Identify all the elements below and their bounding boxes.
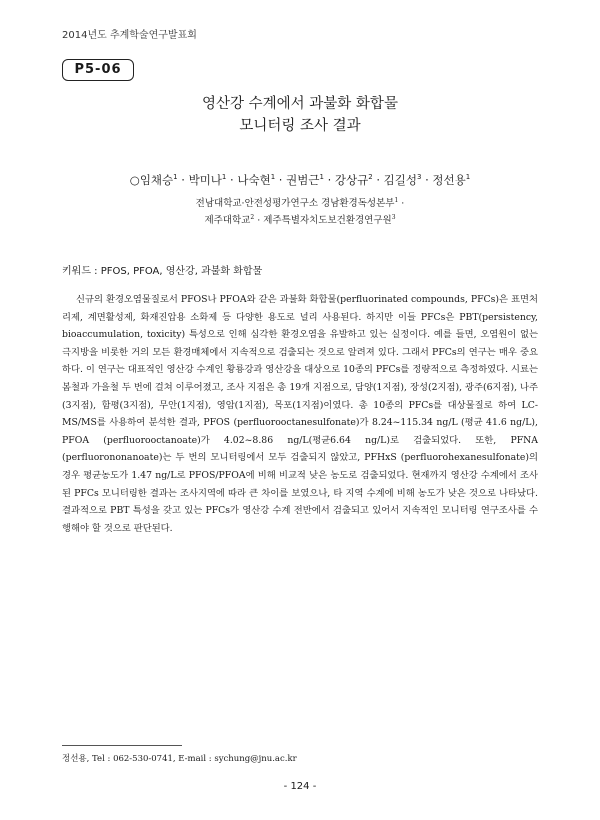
presenter-mark: ○ bbox=[129, 173, 140, 187]
author-list bbox=[62, 172, 538, 188]
affiliation-text: 제주대학교 bbox=[204, 215, 251, 226]
footnote-divider bbox=[62, 745, 182, 746]
conference-header: 2014년도 추계학술연구발표회 bbox=[62, 30, 197, 41]
author-affiliation-sup: 1 bbox=[173, 173, 178, 182]
keywords bbox=[62, 262, 262, 277]
affiliation-separator: · bbox=[254, 215, 264, 226]
author-affiliation-sup: 1 bbox=[465, 173, 471, 182]
author-name: 강상규 bbox=[334, 173, 369, 187]
author-separator: · bbox=[323, 173, 335, 187]
author-name: 임채승 bbox=[139, 173, 174, 187]
affiliation-sup: 3 bbox=[391, 213, 396, 221]
keywords-label: 키워드 : bbox=[62, 266, 101, 277]
author-separator: · bbox=[177, 173, 189, 187]
author-affiliation-sup: 1 bbox=[319, 173, 324, 182]
abstract-body: 신규의 환경오염물질로서 PFOS나 PFOA와 같은 과불화 화합물(perfluorinated compounds, PFCs)은 표면처리제, 계면활성제, 화재진압용 소화제 등 다양한 용도로 널리 사용된다. 하지만 이들 PFCs은 PBT(persistency, bioaccumulation, toxicity) 특성으로 인해 심각한 환경오염을 유발하고 있는 실정이다. 예를 들면, 오염원이 없는 극지방을 비롯한 거의 모든 환경매체에서 지속적으로 검출되는 것으로 알려져 있다. 그래서 PFCs의 연구는 매우 중요하다. 이 연구는 대표적인 영산강 수계인 황룡강과 영산강을 대상으로 10종의 PFCs를 정량적으로 측정하였다. 시료는 봄철과 가을철 두 번에 걸쳐 이루어졌고, 조사 지점은 총 19개 지점으로, 담양(1지점), 장성(2지점), 광주(6지점), 나주(3지점), 함평(3지점), 무안(1지점), 영암(1지점), 목포(1지점)이였다. 총 10종의 PFCs를 대상물질로 하여 LC-MS/MS를 사용하여 분석한 결과, PFOS (perfluorooctanesulfonate)가 8.24~115.34 ng/L (평균 41.6 ng/L), PFOA (perfluorooctanoate)가 4.02~8.86 ng/L(평균6.64 ng/L)로 검출되었다. 또한, PFNA (perfluorononanoate)는 두 번의 모니터링에서 모두 검출되지 않았고, PFHxS (perfluorohexanesulfonate)의 경우 평균농도가 1.47 ng/L로 PFOS/PFOA에 비해 비교적 낮은 농도로 검출되었다. 현재까지 영산강 수계에서 조사된 PFCs 모니터링한 결과는 조사지역에 따라 큰 차이를 보였으나, 타 지역 수계에 비해 농도가 낮은 것으로 나타났다. 결과적으로 PBT 특성을 갖고 있는 PFCs가 영산강 수계 전반에서 검출되고 있어서 지속적인 모니터링 연구조사를 수행해야 할 것으로 판단된다. bbox=[62, 294, 538, 534]
affiliation-sup: 2 bbox=[250, 213, 255, 221]
author-name: 정선용 bbox=[432, 173, 466, 187]
author-affiliation-sup: 1 bbox=[270, 173, 276, 182]
title-line-1: 영산강 수계에서 과불화 화합물 bbox=[202, 96, 398, 112]
author-name: 권범근 bbox=[286, 173, 320, 187]
paper-title bbox=[62, 93, 538, 137]
paper-id-badge: P5-06 bbox=[62, 59, 134, 81]
page-number: - 124 - bbox=[283, 781, 317, 792]
affiliation-text: 전남대학교·안전성평가연구소 경남환경독성본부 bbox=[195, 198, 395, 209]
affiliation-text: 제주특별자치도보건환경연구원 bbox=[263, 215, 392, 226]
affiliation-sup: 1 bbox=[394, 196, 399, 204]
author-separator: · bbox=[275, 173, 287, 187]
author-name: 나숙현 bbox=[237, 173, 271, 187]
corresponding-author-footnote: 정선용, Tel : 062-530-0741, E-mail : sychung@jnu.ac.kr bbox=[62, 754, 297, 764]
author-name: 박미나 bbox=[188, 173, 222, 187]
affiliation-line-1 bbox=[62, 195, 538, 209]
author-separator: · bbox=[372, 173, 384, 187]
keywords-list: PFOS, PFOA, 영산강, 과불화 화합물 bbox=[100, 266, 263, 277]
affiliation-tail: · bbox=[398, 198, 405, 209]
author-name: 김길성 bbox=[383, 173, 417, 187]
author-affiliation-sup: 2 bbox=[368, 173, 373, 182]
author-affiliation-sup: 1 bbox=[221, 173, 227, 182]
author-affiliation-sup: 3 bbox=[416, 173, 422, 182]
title-line-2: 모니터링 조사 결과 bbox=[239, 118, 361, 134]
author-separator: · bbox=[226, 173, 238, 187]
affiliation-line-2 bbox=[62, 212, 538, 226]
author-separator: · bbox=[421, 173, 433, 187]
